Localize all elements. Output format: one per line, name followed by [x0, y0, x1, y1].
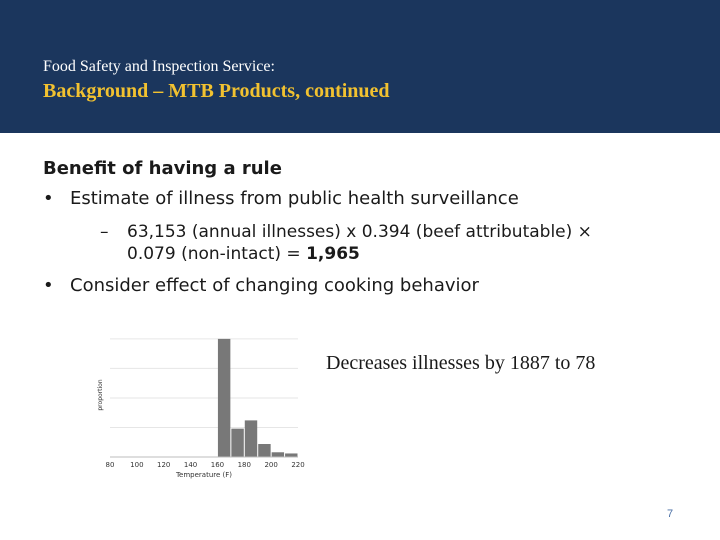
slide-header [0, 0, 720, 133]
sub-bullet-formula: 0.079 (non-intact) = [127, 243, 307, 264]
x-tick-label: 160 [210, 461, 225, 469]
x-tick-label: 100 [130, 461, 144, 469]
temperature-histogram [90, 325, 310, 485]
y-axis-title: proportion [97, 379, 104, 411]
slide-title: Background – MTB Products, continued [43, 80, 390, 102]
sub-bullet-line: 63,153 (annual illnesses) x 0.394 (beef attributable) × [127, 221, 592, 242]
x-tick-label: 200 [264, 461, 278, 469]
result-note: Decreases illnesses by 1887 to 78 [326, 352, 596, 374]
histogram-bar [285, 453, 297, 457]
histogram-bar [245, 420, 257, 457]
x-tick-label: 140 [183, 461, 198, 469]
sub-bullet-marker: – [100, 221, 109, 242]
histogram-bar [218, 339, 230, 457]
section-heading: Benefit of having a rule [43, 158, 282, 179]
sub-bullet-item [100, 221, 703, 265]
sub-bullet-result: 1,965 [306, 243, 360, 264]
histogram-bar [272, 452, 284, 457]
x-tick-label: 80 [105, 461, 115, 469]
histogram-bar [231, 429, 243, 457]
sub-bullet-line [127, 243, 703, 265]
x-tick-label: 220 [291, 461, 305, 469]
histogram-svg [90, 325, 310, 485]
bullet-marker: • [43, 188, 54, 209]
x-axis-title: Temperature (F) [175, 471, 233, 479]
page-number: 7 [667, 508, 674, 520]
agency-name: Food Safety and Inspection Service: [43, 58, 275, 75]
histogram-bar [258, 444, 270, 457]
bullet-item [43, 188, 703, 211]
bullet-marker: • [43, 274, 54, 296]
plot-area [110, 333, 298, 457]
x-tick-label: 120 [157, 461, 171, 469]
bullet-text: Estimate of illness from public health surveillance [70, 188, 519, 209]
x-tick-label: 180 [237, 461, 251, 469]
bullet-text: Consider effect of changing cooking behavior [70, 274, 479, 296]
slide-body [43, 158, 703, 307]
bullet-item [43, 275, 703, 298]
